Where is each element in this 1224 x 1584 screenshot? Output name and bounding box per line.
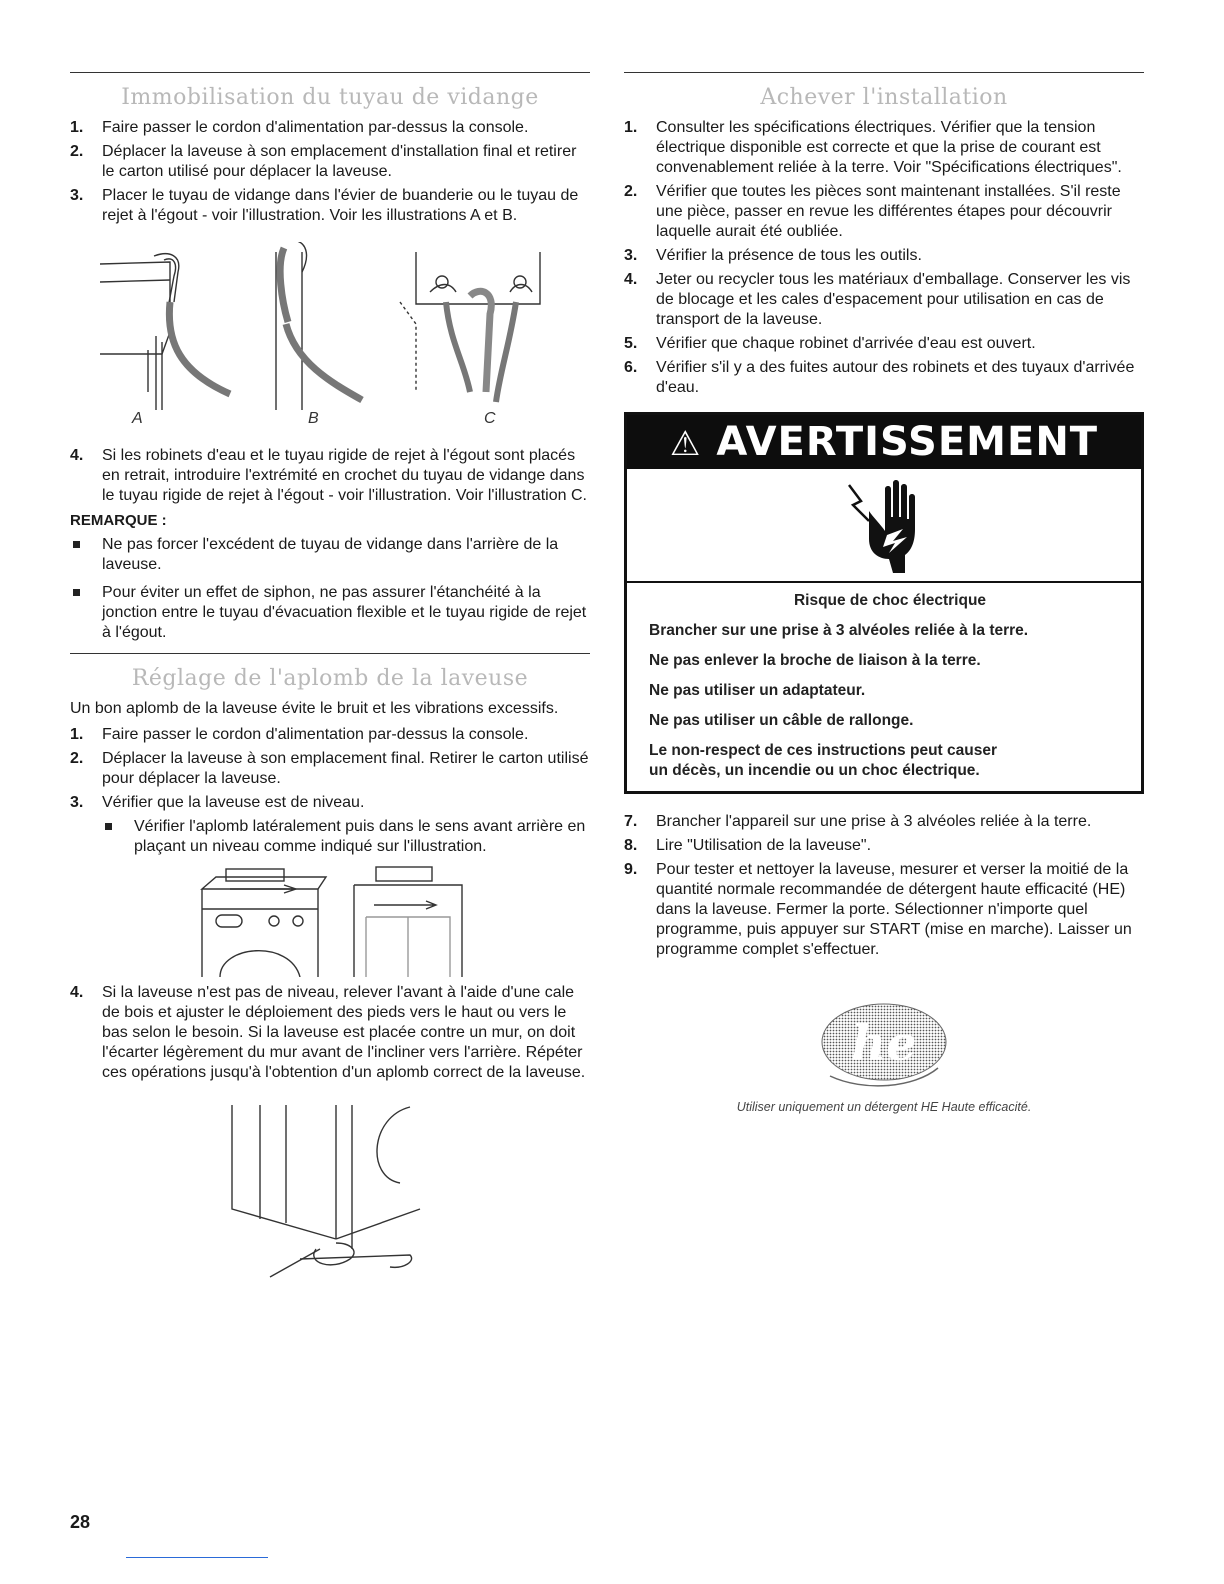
section-title-leveling: Réglage de l'aplomb de la laveuse	[131, 666, 529, 691]
warning-header	[627, 415, 1141, 469]
drain-hose-illustration	[70, 242, 590, 410]
remark-bullets	[70, 535, 590, 643]
list-item: 2. Déplacer la laveuse à son emplacement d'installation final et retirer le carton utilisé pour déplacer la laveuse.	[70, 143, 577, 180]
leveling-steps-list	[70, 725, 590, 813]
list-item: 3. Placer le tuyau de vidange dans l'évier de buanderie ou le tuyau de rejet à l'égout - voir l'illustration. Voir les illustrations A et B.	[70, 187, 579, 224]
list-item: 5. Vérifier que chaque robinet d'arrivée d'eau est ouvert.	[624, 335, 1036, 352]
list-item: 4. Si les robinets d'eau et le tuyau rigide de rejet à l'égout sont placés en retrait, introduire l'extrémité en crochet du tuyau de vidange dans le tuyau rigide de rejet à l'égout - voir l'illustration. Voir l'illustration C.	[70, 447, 587, 504]
washer-level-illustration	[70, 865, 590, 977]
page-number: 28	[70, 1512, 91, 1532]
warning-line: Brancher sur une prise à 3 alvéoles reliée à la terre.	[649, 622, 1029, 639]
he-caption: Utiliser uniquement un détergent HE Haute efficacité.	[736, 1100, 1032, 1114]
list-item: 7. Brancher l'appareil sur une prise à 3 alvéoles reliée à la terre.	[624, 813, 1092, 830]
leveling-sub-bullet	[102, 817, 590, 857]
list-item: Ne pas forcer l'excédent de tuyau de vidange dans l'arrière de la laveuse.	[70, 535, 590, 575]
shock-hazard-area	[627, 469, 1141, 583]
left-column	[70, 72, 590, 1279]
figure-label-c: C	[484, 410, 496, 427]
drain-steps-list	[70, 118, 590, 226]
he-logo-text: he	[851, 1016, 917, 1072]
install-steps-list	[624, 118, 1144, 398]
warning-triangle-icon: ⚠	[669, 424, 702, 464]
figure-label-b: B	[308, 410, 319, 427]
leveling-intro: Un bon aplomb de la laveuse évite le bruit et les vibrations excessifs.	[70, 700, 559, 717]
footer-link-underline	[126, 1557, 268, 1558]
list-item: 9. Pour tester et nettoyer la laveuse, mesurer et verser la moitié de la quantité normale recommandée de détergent haute efficacité (HE) dans la laveuse. Fermer la porte. Sélectionner n'importe quel programme, puis appuyer sur START (mise en marche). Laisser un programme complet s'effectuer.	[624, 861, 1132, 958]
list-item: 4. Jeter ou recycler tous les matériaux d'emballage. Conserver les vis de blocage et les cales d'espacement pour utilisation en cas de transport de la laveuse.	[624, 271, 1131, 328]
list-item: 3. Vérifier que la laveuse est de niveau.	[70, 794, 365, 811]
warning-body	[627, 583, 1141, 791]
figure-label-a: A	[132, 410, 143, 427]
list-item: Vérifier l'aplomb latéralement puis dans le sens avant arrière en plaçant un niveau comme indiqué sur l'illustration.	[102, 817, 590, 857]
list-item: 3. Vérifier la présence de tous les outils.	[624, 247, 922, 264]
section-title-complete-install: Achever l'installation	[760, 85, 1008, 110]
warning-risk-title: Risque de choc électrique	[793, 592, 987, 609]
leveling-feet-illustration	[70, 1099, 590, 1279]
leveling-step-4	[70, 983, 590, 1083]
warning-line: Ne pas enlever la broche de liaison à la terre.	[649, 652, 981, 669]
section-divider	[70, 72, 590, 73]
figure-labels	[70, 410, 590, 432]
section-title-drain-hose: Immobilisation du tuyau de vidange	[121, 85, 539, 110]
list-item: Pour éviter un effet de siphon, ne pas assurer l'étanchéité à la jonction entre le tuyau d'évacuation flexible et le tuyau rigide de rejet à l'égout.	[70, 583, 590, 643]
he-logo-icon	[814, 996, 954, 1092]
list-item: 6. Vérifier s'il y a des fuites autour des robinets et des tuyaux d'arrivée d'eau.	[624, 359, 1135, 396]
remark-label: REMARQUE :	[70, 512, 167, 529]
list-item: 8. Lire "Utilisation de la laveuse".	[624, 837, 872, 854]
drain-step-4	[70, 446, 590, 506]
warning-line: Ne pas utiliser un câble de rallonge.	[649, 712, 914, 729]
section-divider	[70, 653, 590, 654]
warning-box	[624, 412, 1144, 794]
list-item: 1. Faire passer le cordon d'alimentation par-dessus la console.	[70, 726, 529, 743]
list-item: 1. Consulter les spécifications électriques. Vérifier que la tension électrique disponible est correcte et que la prise de courant est convenablement reliée à la terre. Voir "Spécifications électriques".	[624, 119, 1122, 176]
list-item: 1. Faire passer le cordon d'alimentation par-dessus la console.	[70, 119, 529, 136]
final-steps-list	[624, 812, 1144, 960]
warning-title: AVERTISSEMENT	[716, 419, 1099, 465]
warning-consequence: Le non-respect de ces instructions peut causer un décès, un incendie ou un choc électrique.	[649, 742, 997, 779]
list-item: 2. Vérifier que toutes les pièces sont maintenant installées. S'il reste une pièce, passer en revue les différentes étapes pour découvrir laquelle aurait été oubliée.	[624, 183, 1121, 240]
electric-shock-hand-icon	[843, 475, 923, 575]
list-item: 2. Déplacer la laveuse à son emplacement final. Retirer le carton utilisé pour déplacer la laveuse.	[70, 750, 589, 787]
section-divider	[624, 72, 1144, 73]
warning-line: Ne pas utiliser un adaptateur.	[649, 682, 866, 699]
list-item: 4. Si la laveuse n'est pas de niveau, relever l'avant à l'aide d'une cale de bois et ajuster le déploiement des pieds vers le haut ou vers le bas selon le besoin. Si la laveuse est placée contre un mur, on doit l'écarter légèrement du mur avant de l'incliner vers l'arrière. Répéter ces opérations jusqu'à l'obtention d'un aplomb correct de la laveuse.	[70, 984, 586, 1081]
right-column	[624, 72, 1144, 1114]
